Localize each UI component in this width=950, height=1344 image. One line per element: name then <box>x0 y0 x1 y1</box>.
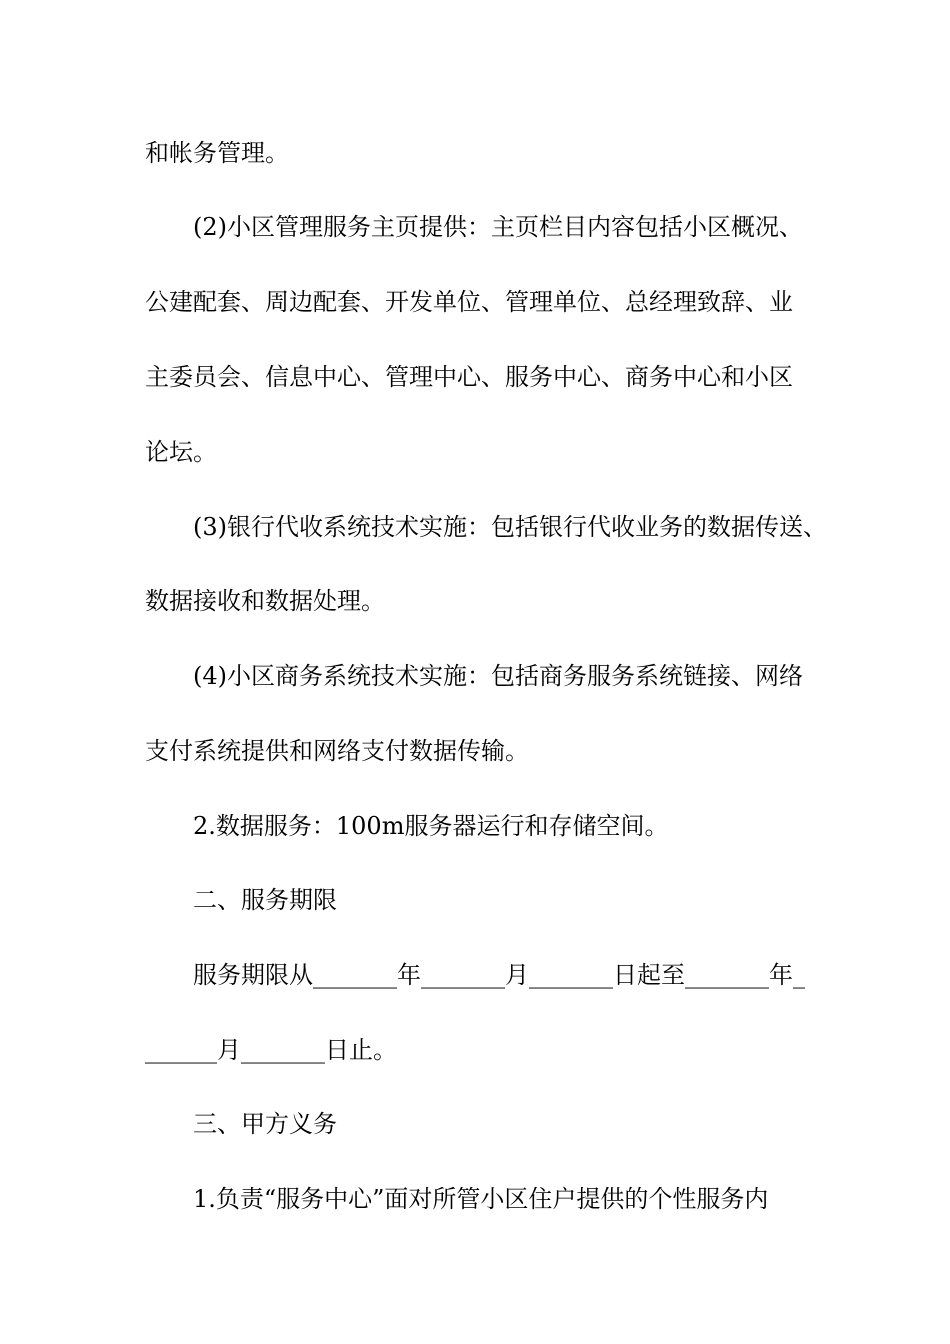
paragraph-line: 主委员会、信息中心、管理中心、服务中心、商务中心和小区 <box>145 363 793 391</box>
paragraph-line: 2.数据服务：100m服务器运行和存储空间。 <box>193 812 669 840</box>
paragraph-line: (3)银行代收系统技术实施：包括银行代收业务的数据传送、 <box>193 513 827 541</box>
section-heading: 三、甲方义务 <box>193 1110 337 1138</box>
paragraph-line: 公建配套、周边配套、开发单位、管理单位、总经理致辞、业 <box>145 288 793 316</box>
paragraph-line: 1.负责“服务中心”面对所管小区住户提供的个性服务内 <box>193 1185 769 1213</box>
paragraph-line: 服务期限从_______年_______月_______日起至_______年_ <box>193 961 805 989</box>
paragraph-line: (4)小区商务系统技术实施：包括商务服务系统链接、网络 <box>193 662 803 690</box>
paragraph-line: 支付系统提供和网络支付数据传输。 <box>145 737 529 765</box>
paragraph-line: 和帐务管理。 <box>145 139 289 167</box>
section-heading: 二、服务期限 <box>193 886 337 914</box>
paragraph-line: 论坛。 <box>145 438 217 466</box>
paragraph-line: ______月_______日止。 <box>145 1036 397 1064</box>
paragraph-line: 数据接收和数据处理。 <box>145 587 385 615</box>
paragraph-line: (2)小区管理服务主页提供：主页栏目内容包括小区概况、 <box>193 213 803 241</box>
